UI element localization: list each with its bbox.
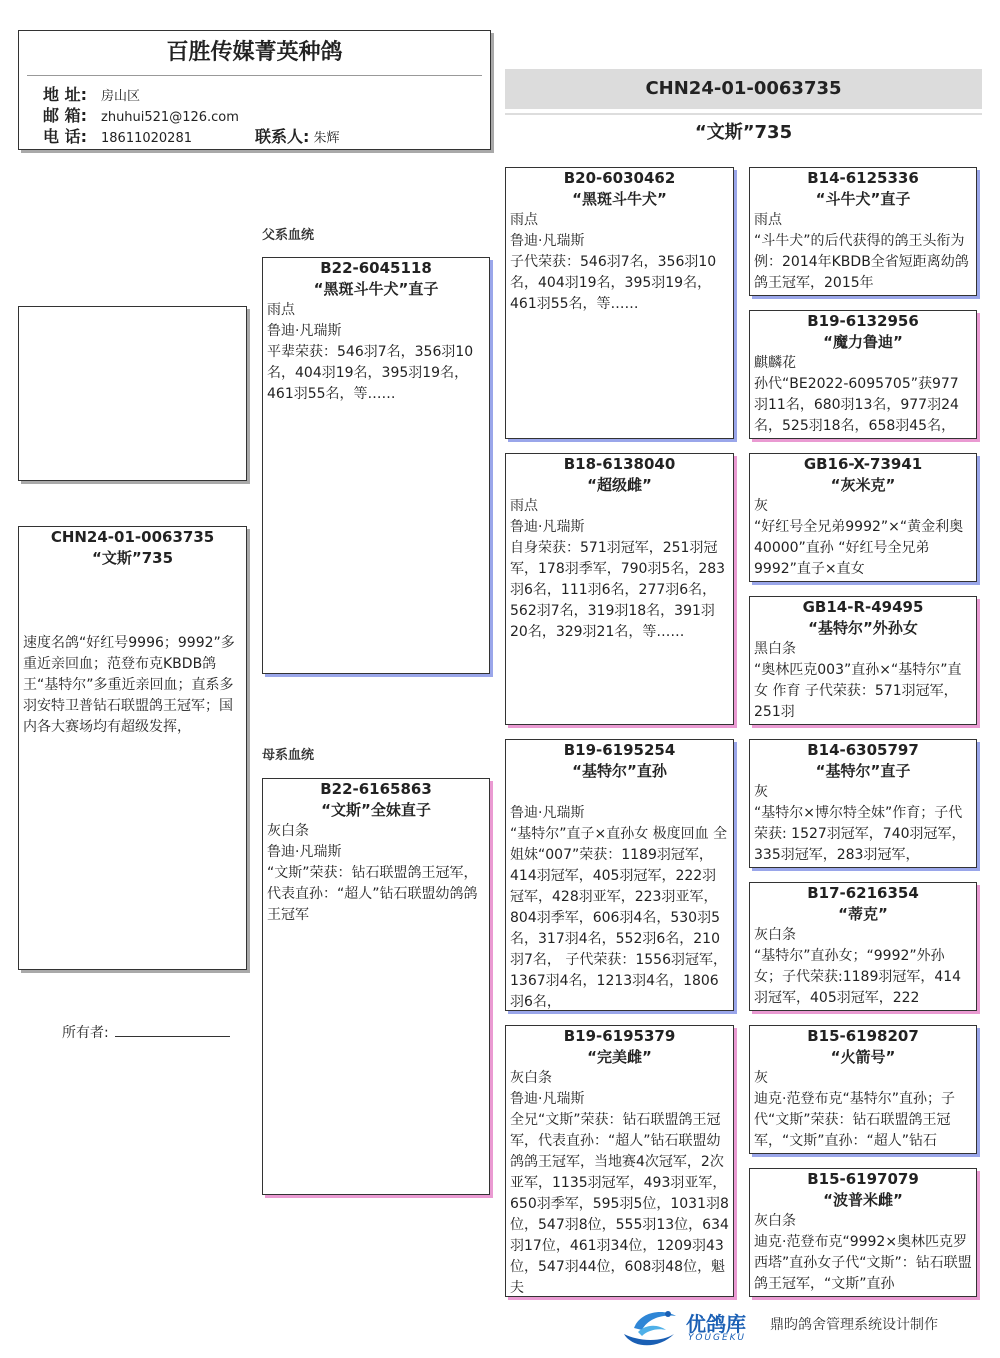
grandparent-ring: B19-6195254 <box>563 741 676 759</box>
great-grandparent-card <box>749 1025 977 1154</box>
yougeku-logo-icon <box>618 1304 680 1350</box>
sire-ring: B22-6045118 <box>320 259 432 277</box>
ggp-color: 灰白条 <box>754 1213 796 1229</box>
dam-section-label: 母系血统 <box>262 748 315 763</box>
footer-brand: 优鸽库 <box>686 1312 746 1336</box>
ggp-ring: B15-6198207 <box>807 1027 919 1045</box>
ggp-ring: B14-6125336 <box>807 169 919 187</box>
ggp-description: “基特尔×博尔特全妹”作育；子代荣获: 1527羽冠军，740羽冠军，335羽冠军，283羽冠军， <box>754 805 966 863</box>
ggp-description: “好红号全兄弟9992”×“黄金利奥40000”直孙 “好红号全兄弟9992”直子×直女 <box>754 519 964 577</box>
sire-card <box>262 257 490 674</box>
ggp-ring: GB16-X-73941 <box>803 455 923 473</box>
grandparent-color: 雨点 <box>510 498 538 514</box>
ggp-description: “基特尔”直孙女；“9992”外孙女；子代荣获:1189羽冠军，414羽冠军，405羽冠军，222 <box>754 948 962 1006</box>
ggp-color: 灰白条 <box>754 927 796 943</box>
ggp-color: 灰 <box>754 1070 768 1086</box>
sire-color: 雨点 <box>267 302 295 318</box>
ggp-name: “基特尔”外孙女 <box>808 619 918 637</box>
ggp-ring: B14-6305797 <box>807 741 919 759</box>
ggp-description: 迪克·范登布克“9992×奥林匹克罗西塔”直孙女子代“文斯”：钻石联盟鸽王冠军，“文斯”直孙 <box>754 1234 972 1292</box>
grandparent-breeder: 鲁迪·凡瑞斯 <box>510 805 585 821</box>
grandparent-description: 自身荣获：571羽冠军，251羽冠军，178羽季军，790羽5名，283羽6名，111羽6名，277羽6名，562羽7名，319羽18名，391羽20名，329羽21名，等…… <box>510 540 726 640</box>
ggp-description: 孙代“BE2022-6095705”获977羽11名，680羽13名，977羽24名，525羽18名，658羽45名， <box>754 376 959 434</box>
ggp-color: 麒麟花 <box>754 355 796 371</box>
footer-credit: 鼎昀鸽舍管理系统设计制作 <box>770 1317 938 1333</box>
ggp-ring: GB14-R-49495 <box>802 598 924 616</box>
grandparent-description: 全兄“文斯”荣获：钻石联盟鸽王冠军，代表直孙：“超人”钻石联盟幼鸽鸽王冠军，当地赛4次冠军，2次亚军，1135羽冠军，493羽亚军，650羽季军，595羽5位，1031羽8位，547羽8位，555羽13位，634羽17位，461羽34位，1209羽43位，547羽44位，608羽48位，魁夫 <box>510 1112 729 1296</box>
subject-divider <box>505 113 982 115</box>
pigeon-photo <box>18 306 247 481</box>
owner-label: 所有者: <box>62 1025 109 1041</box>
grandparent-ring: B19-6195379 <box>563 1027 676 1045</box>
dam-card <box>262 778 490 1195</box>
dam-ring: B22-6165863 <box>320 780 432 798</box>
ggp-description: “奥林匹克003”直孙×“基特尔”直女 作育 子代荣获：571羽冠军，251羽 <box>754 662 962 720</box>
phone-value: 18611020281 <box>101 131 192 146</box>
ggp-ring: B19-6132956 <box>807 312 919 330</box>
subject-description: 速度名鸽“好红号9996；9992”多重近亲回血；范登布克KBDB鸽王“基特尔”多重近亲回血；直系多羽安特卫普钻石联盟鸽王冠军；国内各大赛场均有超级发挥， <box>23 635 235 735</box>
loft-title: 百胜传媒菁英种鸽 <box>166 40 343 65</box>
sire-section-label: 父系血统 <box>262 228 315 243</box>
email-row <box>43 106 239 128</box>
grandparent-description: 子代荣获：546羽7名，356羽10名，404羽19名，395羽19名，461羽55名，等…… <box>510 254 717 312</box>
owner-field <box>62 1022 230 1042</box>
owner-signature-line <box>115 1022 230 1037</box>
email-value: zhuhui521@126.com <box>101 110 239 125</box>
grandparent-color: 灰白条 <box>510 1070 552 1086</box>
header-box <box>18 30 491 150</box>
phone-label: 电 话: <box>43 127 87 146</box>
contact-value: 朱辉 <box>313 131 340 146</box>
grandparent-description: “基特尔”直子×直孙女 极度回血 全姐妹“007”荣获：1189羽冠军，414羽冠军，405羽冠军，222羽冠军，428羽亚军，223羽亚军，804羽季军，606羽4名，530羽5名，317羽4名，552羽6名，210羽7名， 子代荣获：1556羽冠军，1367羽4名，1213羽4名，1806羽6名， <box>510 826 728 1010</box>
great-grandparent-card <box>749 167 977 296</box>
subject-ring: CHN24-01-0063735 <box>50 528 215 546</box>
sire-breeder: 鲁迪·凡瑞斯 <box>267 323 342 339</box>
grandparent-breeder: 鲁迪·凡瑞斯 <box>510 233 585 249</box>
grandparent-color <box>506 782 733 803</box>
grandparent-name: “黑斑斗牛犬” <box>572 190 667 208</box>
ggp-ring: B15-6197079 <box>807 1170 919 1188</box>
great-grandparent-card <box>749 453 977 582</box>
great-grandparent-card <box>749 882 977 1011</box>
ggp-color: 黑白条 <box>754 641 796 657</box>
subject-card <box>18 526 247 970</box>
sire-name: “黑斑斗牛犬”直子 <box>313 280 439 298</box>
great-grandparent-card <box>749 310 977 439</box>
ggp-ring: B17-6216354 <box>807 884 919 902</box>
grandparent-card <box>505 167 734 439</box>
ggp-name: “蒂克” <box>838 905 888 923</box>
footer-brand-en: YOUGEKU <box>688 1333 747 1343</box>
grandparent-name: “完美雌” <box>587 1048 652 1066</box>
footer <box>618 1302 978 1350</box>
grandparent-ring: B18-6138040 <box>563 455 676 473</box>
great-grandparent-card <box>749 1168 977 1297</box>
great-grandparent-card <box>749 739 977 868</box>
address-row <box>43 85 140 107</box>
ggp-color: 灰 <box>754 498 768 514</box>
phone-row <box>43 127 463 149</box>
ggp-description: “斗牛犬”的后代获得的鸽王头衔为例：2014年KBDB全省短距离幼鸽鸽王冠军，2015年 <box>754 233 969 291</box>
ggp-color: 灰 <box>754 784 768 800</box>
address-value: 房山区 <box>101 89 141 104</box>
subject-ring-bar: CHN24-01-0063735 <box>505 69 982 109</box>
grandparent-card <box>505 453 734 725</box>
sire-description: 平辈荣获：546羽7名，356羽10名，404羽19名，395羽19名，461羽55名，等…… <box>267 344 474 402</box>
header-divider <box>27 75 482 76</box>
ggp-name: “火箭号” <box>830 1048 896 1066</box>
ggp-color: 雨点 <box>754 212 782 228</box>
ggp-name: “基特尔”直子 <box>815 762 911 780</box>
grandparent-card <box>505 1025 734 1297</box>
grandparent-color: 雨点 <box>510 212 538 228</box>
grandparent-breeder: 鲁迪·凡瑞斯 <box>510 519 585 535</box>
contact-label: 联系人: <box>255 127 310 146</box>
grandparent-breeder: 鲁迪·凡瑞斯 <box>510 1091 585 1107</box>
subject-name: “文斯”735 <box>91 549 174 567</box>
grandparent-name: “基特尔”直孙 <box>572 762 667 780</box>
grandparent-ring: B20-6030462 <box>563 169 676 187</box>
dam-name: “文斯”全妹直子 <box>321 801 431 819</box>
subject-name-heading: “文斯”735 <box>694 122 793 143</box>
grandparent-name: “超级雌” <box>587 476 652 494</box>
email-label: 邮 箱: <box>43 106 87 125</box>
grandparent-card <box>505 739 734 1011</box>
great-grandparent-card <box>749 596 977 725</box>
dam-breeder: 鲁迪·凡瑞斯 <box>267 844 342 860</box>
ggp-name: “魔力鲁迪” <box>823 333 903 351</box>
ggp-name: “斗牛犬”直子 <box>815 190 911 208</box>
dam-color: 灰白条 <box>267 823 309 839</box>
ggp-name: “波普米雌” <box>823 1191 903 1209</box>
ggp-name: “灰米克” <box>830 476 896 494</box>
address-label: 地 址: <box>43 85 87 104</box>
ggp-description: 迪克·范登布克“基特尔”直孙；子代“文斯”荣获：钻石联盟鸽王冠军，“文斯”直孙：“超人”钻石 <box>754 1091 955 1149</box>
dam-description: “文斯”荣获：钻石联盟鸽王冠军，代表直孙：“超人”钻石联盟幼鸽鸽王冠军 <box>267 865 478 923</box>
contact <box>255 127 340 149</box>
